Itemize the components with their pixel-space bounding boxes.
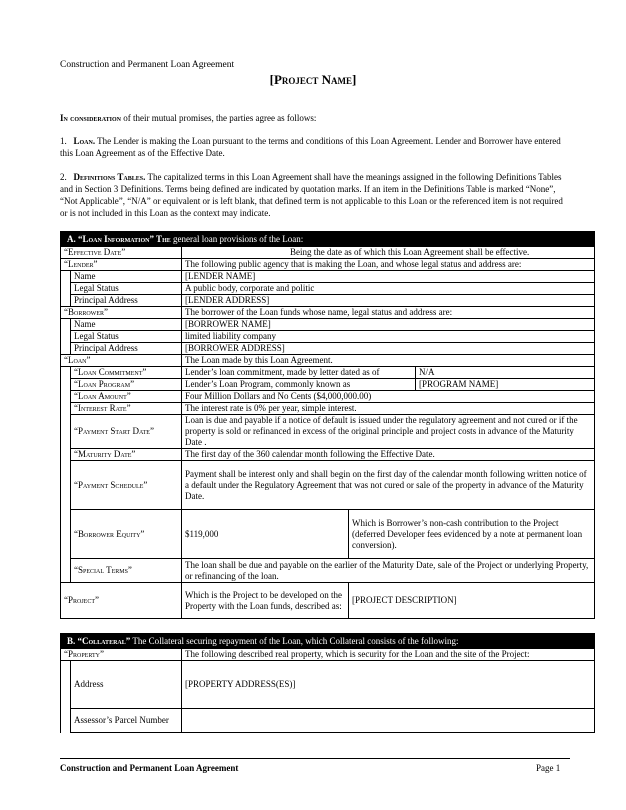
value-project-desc: Which is the Project to be developed on the Property with the Loan funds, described as: (182, 583, 349, 619)
section-1-paragraph (60, 135, 570, 159)
value-equity-desc: Which is Borrower’s non-cash contribution to the Project (deferred Developer fees evidenced by a note at permanent loan conversion). (349, 510, 595, 559)
label-loan: “Loan” (61, 355, 182, 367)
label-loan-program: “Loan Program” (71, 379, 182, 391)
row-payment-schedule (61, 461, 595, 510)
value-commitment-date: N/A (416, 367, 595, 379)
label-parcel-number: Assessor’s Parcel Number (71, 709, 182, 733)
label-borrower-address: Principal Address (71, 343, 182, 355)
label-interest-rate: “Interest Rate” (71, 403, 182, 415)
row-borrower-legal (61, 331, 595, 343)
row-loan (61, 355, 595, 367)
row-loan-amount (61, 391, 595, 403)
section-1-number: 1. (60, 136, 67, 146)
table-b-header-prefix: B. “Collateral” (67, 635, 131, 646)
row-borrower-name (61, 319, 595, 331)
row-parcel-number (61, 709, 595, 733)
label-borrower: “Borrower” (61, 307, 182, 319)
row-lender-legal (61, 283, 595, 295)
label-special-terms: “Special Terms” (71, 559, 182, 583)
row-payment-start (61, 415, 595, 449)
value-payment-schedule: Payment shall be interest only and shall begin on the first day of the calendar month following written notice of a default under the Regulatory Agreement that was not cured or sale of the property in advance of the Maturity Date. (182, 461, 595, 510)
label-effective-date: “Effective Date” (61, 247, 182, 259)
value-maturity-date: The first day of the 360 calendar month following the Effective Date. (182, 449, 595, 461)
row-lender-address (61, 295, 595, 307)
label-loan-commitment: “Loan Commitment” (71, 367, 182, 379)
row-lender-name (61, 271, 595, 283)
value-loan-commitment: Lender’s loan commitment, made by letter dated as of (182, 367, 416, 379)
row-property (61, 649, 595, 661)
intro-lead: In consideration (60, 113, 121, 123)
page-title (0, 72, 626, 88)
row-interest-rate (61, 403, 595, 415)
value-loan: The Loan made by this Loan Agreement. (182, 355, 595, 367)
label-project: “Project” (61, 583, 182, 619)
value-lender: The following public agency that is making the Loan, and whose legal status and address are: (182, 259, 595, 271)
value-equity-amount: $119,000 (182, 510, 349, 559)
row-borrower-address (61, 343, 595, 355)
section-1-text: The Lender is making the Loan pursuant to the terms and conditions of this Loan Agreement. Lender and Borrower have entered this Loan Agreement as of the Effective Date. (60, 136, 561, 158)
value-borrower-legal: limited liability company (182, 331, 595, 343)
value-loan-program: Lender’s Loan Program, commonly known as (182, 379, 416, 391)
table-b-header-text: The Collateral securing repayment of the Loan, which Collateral consists of the following: (130, 635, 459, 646)
label-payment-schedule: “Payment Schedule” (71, 461, 182, 510)
label-maturity-date: “Maturity Date” (71, 449, 182, 461)
table-a-header (61, 232, 595, 247)
row-lender (61, 259, 595, 271)
page-number: Page 1 (536, 763, 561, 773)
table-loan-information (60, 231, 595, 619)
section-2-paragraph (60, 171, 570, 219)
row-project (61, 583, 595, 619)
footer-rule (60, 758, 570, 759)
value-borrower-name: [BORROWER NAME] (182, 319, 595, 331)
value-borrower: The borrower of the Loan funds whose name, legal status and address are: (182, 307, 595, 319)
value-parcel-number (182, 709, 595, 733)
label-property-address: Address (71, 661, 182, 709)
label-payment-start: “Payment Start Date” (71, 415, 182, 449)
value-lender-address: [LENDER ADDRESS] (182, 295, 595, 307)
value-property: The following described real property, which is security for the Loan and the site of the Project: (182, 649, 595, 661)
value-project: [PROJECT DESCRIPTION] (349, 583, 595, 619)
table-a-header-prefix: A. “Loan Information” The (67, 233, 171, 244)
intro-paragraph (60, 112, 570, 124)
value-lender-legal: A public body, corporate and politic (182, 283, 595, 295)
header-doc-title: Construction and Permanent Loan Agreement (60, 60, 235, 70)
row-maturity-date (61, 449, 595, 461)
section-2-number: 2. (60, 172, 67, 182)
label-lender-name: Name (71, 271, 182, 283)
section-2-heading: Definitions Tables. (73, 172, 146, 182)
project-name: [Project Name] (269, 72, 357, 87)
row-borrower-equity (61, 510, 595, 559)
label-lender: “Lender” (61, 259, 182, 271)
label-borrower-name: Name (71, 319, 182, 331)
label-borrower-equity: “Borrower Equity” (71, 510, 182, 559)
section-1-heading: Loan. (73, 136, 96, 146)
value-effective-date: Being the date as of which this Loan Agreement shall be effective. (182, 247, 595, 259)
label-borrower-legal: Legal Status (71, 331, 182, 343)
value-borrower-address: [BORROWER ADDRESS] (182, 343, 595, 355)
label-property: “Property” (61, 649, 182, 661)
value-loan-amount: Four Million Dollars and No Cents ($4,000,000.00) (182, 391, 595, 403)
label-loan-amount: “Loan Amount” (71, 391, 182, 403)
value-interest-rate: The interest rate is 0% per year, simple interest. (182, 403, 595, 415)
row-effective-date (61, 247, 595, 259)
intro-text: of their mutual promises, the parties agree as follows: (120, 113, 317, 123)
section-2-text: The capitalized terms in this Loan Agreement shall have the meanings assigned in the following Definitions Tables and in Section 3 Definitions. Terms being defined are indicated by quotation marks. If an item in the Definitions Table is marked “None”, “Not Applicable”, “N/A” or equivalent or is left blank, that defined term is not applicable to this Loan or the referenced item is not required or is not included in this Loan as the context may indicate. (60, 172, 563, 218)
label-lender-legal: Legal Status (71, 283, 182, 295)
value-program-name: [PROGRAM NAME] (416, 379, 595, 391)
footer-title: Construction and Permanent Loan Agreement (60, 763, 239, 773)
table-b-header (61, 634, 595, 649)
value-special-terms: The loan shall be due and payable on the earlier of the Maturity Date, sale of the Project or underlying Property, or refinancing of the loan. (182, 559, 595, 583)
row-property-address (61, 661, 595, 709)
value-property-address: [PROPERTY ADDRESS(ES)] (182, 661, 595, 709)
row-loan-commitment (61, 367, 595, 379)
value-payment-start: Loan is due and payable if a notice of default is issued under the regulatory agreement and not cured or if the property is sold or refinanced in excess of the original principle and project costs in advance of the Maturity Date . (182, 415, 595, 449)
value-lender-name: [LENDER NAME] (182, 271, 595, 283)
table-collateral (60, 633, 595, 733)
table-a-header-text: general loan provisions of the Loan: (170, 233, 304, 244)
label-lender-address: Principal Address (71, 295, 182, 307)
row-borrower (61, 307, 595, 319)
row-special-terms (61, 559, 595, 583)
row-loan-program (61, 379, 595, 391)
